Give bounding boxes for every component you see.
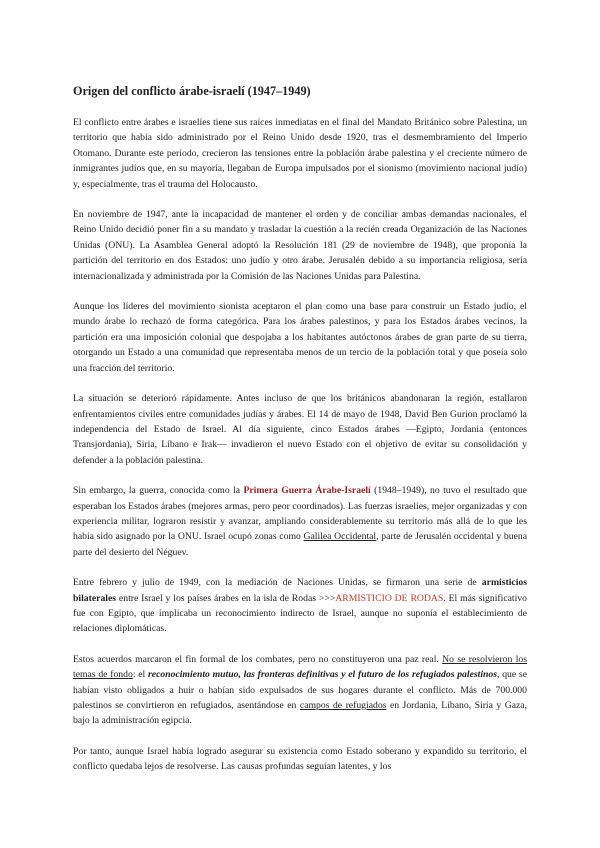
text-run: entre Israel y los países árabes en la isla de Rodas >>> xyxy=(116,592,336,604)
no-resolvieron-underlined: No se resolvieron los temas de fondo xyxy=(73,653,527,681)
text-run: en Jordania, Líbano, Siria y Gaza, bajo la administración egipcia. xyxy=(73,700,528,727)
armisticios-bold: armisticios bilaterales xyxy=(73,577,527,604)
temas-bold-italic: reconocimiento mutuo, las fronteras definitivas y el futuro de los refugiados palestinos xyxy=(148,669,498,681)
text-run: . El más significativo fue con Egipto, que implicaba un reconocimiento indirecto de Israel, aunque no suponía el establecimiento de relaciones diplomáticas. xyxy=(73,592,527,635)
text-run: Estos acuerdos marcaron el fin formal de los combates, pero no constituyeron una paz real. xyxy=(73,653,443,665)
paragraph-5 xyxy=(73,483,527,560)
paragraph-8: Por tanto, aunque Israel había logrado asegurar su existencia como Estado soberano y expandido su territorio, el conflicto quedaba lejos de resolverse. Las causas profundas seguían latentes, y los xyxy=(73,745,527,773)
paragraph-4: La situación se deterioró rápidamente. Antes incluso de que los británicos abandonaran la región, estallaron enfrentamientos civiles entre comunidades judías y árabes. El 14 de mayo de 1948, David Ben Gurion proclamó la independencia del Estado de Israel. Al día siguiente, cinco Estados árabes —Egipto, Jordania (entonces Transjordania), Siria, Líbano e Irak— invadieron el nuevo Estado con el objetivo de evitar su consolidación y defender a la población palestina. xyxy=(73,393,527,466)
war-name-highlight: Primera Guerra Árabe-Israelí xyxy=(243,485,371,497)
text-run: Sin embargo, la guerra, conocida como la xyxy=(73,485,244,497)
paragraph-1: El conflicto entre árabes e israelíes tiene sus raíces inmediatas en el final del Mandato Británico sobre Palestina, un territorio que había sido administrado por el Reino Unido desde 1920, tras el desmembramiento del Imperio Otomano. Durante este periodo, crecieron las tensiones entre la población árabe palestina y el creciente número de inmigrantes judíos que, en su mayoría, llegaban de Europa impulsados por el sionismo (movimiento nacional judío) y, especialmente, tras el trauma del Holocausto. xyxy=(73,117,527,190)
page-title: Origen del conflicto árabe-israelí (1947–1949) xyxy=(73,84,311,98)
paragraph-7 xyxy=(73,652,527,729)
text-run: , parte de Jerusalén occidental y buena parte del desierto del Néguev. xyxy=(73,531,528,558)
paragraph-3: Aunque los líderes del movimiento sionista aceptaron el plan como una base para construir un Estado judío, el mundo árabe lo rechazó de forma categórica. Para los árabes palestinos, y para los Estados árabes vecinos, la partición era una imposición colonial que despojaba a los habitantes autóctonos árabes de gran parte de su tierra, otorgando un Estado a una comunidad que representaba menos de un tercio de la población total y que poseía solo una fracción del territorio. xyxy=(73,301,527,374)
text-run: : el xyxy=(132,669,148,681)
campos-link[interactable]: campos de refugiados xyxy=(299,700,387,711)
text-run: , que se habían visto obligados a huir o habían sido expulsados de sus hogares durante el conflicto. Más de 700.000 palestinos se convirtieron en refugiados, asentándose en xyxy=(73,669,528,711)
galilea-link[interactable]: Galilea Occidental xyxy=(303,531,377,543)
paragraph-6 xyxy=(73,575,527,637)
text-run: (1948–1949), no tuvo el resultado que esperaban los Estados árabes (mejores armas, pero peor coordinados). Las fuerzas israelíes, mejor organizadas y con experiencia militar, lograron resistir y avanzar, ampliando considerablemente su territorio más allá de lo que les había sido asignado por la ONU. Israel ocupó zonas como xyxy=(73,485,527,543)
text-run: Entre febrero y julio de 1949, con la mediación de Naciones Unidas, se firmaron una serie de xyxy=(73,577,482,589)
rodas-highlight: ARMISTICIO DE RODAS xyxy=(335,592,444,604)
paragraph-2: En noviembre de 1947, ante la incapacidad de mantener el orden y de conciliar ambas demandas nacionales, el Reino Unido decidió poner fin a su mandato y trasladar la cuestión a la recién creada Organización de las Naciones Unidas (ONU). La Asamblea General adoptó la Resolución 181 (29 de noviembre de 1948), que proponía la partición del territorio en dos Estados: uno judío y otro árabe. Jerusalén debido a su importancia religiosa, sería internacionalizada y administrada por la Comisión de las Naciones Unidas para Palestina. xyxy=(73,209,527,282)
